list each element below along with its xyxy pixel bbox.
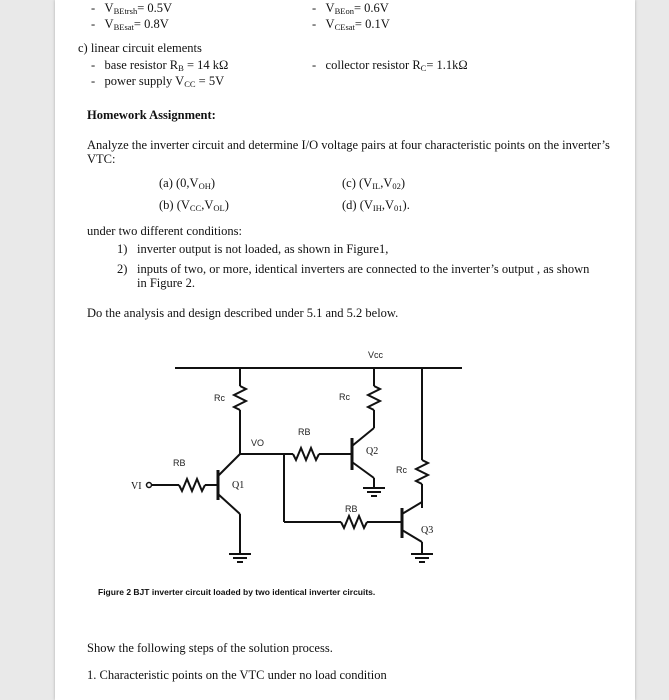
conditions-intro: under two different conditions: — [87, 224, 242, 238]
resistor-rc1 — [234, 386, 246, 410]
rb1-label: RB — [173, 458, 186, 468]
condition-1-text: inverter output is not loaded, as shown in Figure1, — [137, 242, 389, 256]
document-page — [55, 0, 635, 700]
resistor-rb3 — [341, 516, 367, 528]
rc1-label: Rc — [214, 393, 225, 403]
homework-title: Homework Assignment: — [87, 108, 216, 122]
resistor-rb2 — [293, 448, 319, 460]
resistor-rb1 — [179, 479, 205, 491]
vtc-point-c: (c) $(V_{IL},V_{02})$ — [342, 176, 406, 191]
vo-label: VO — [251, 438, 265, 448]
q2-collector — [352, 428, 374, 446]
q1-collector — [218, 454, 240, 476]
vtc-point-d: (d) $(V_{IH},V_{01})$. — [342, 198, 410, 213]
vtc-point-b: (b) $(V_{CC},V_{OL})$ — [159, 198, 229, 213]
rc2-label: Rc — [339, 392, 350, 402]
param-vbeon: - $V_{BEon}= 0.6V$ — [312, 1, 389, 16]
step-1: 1. Characteristic points on the VTC under no load condition — [87, 668, 387, 682]
linear-heading: c) linear circuit elements — [78, 41, 202, 55]
resistor-rc2 — [368, 386, 380, 410]
param-base-resistor: - base resistor $R_B = 14$ kΩ — [91, 58, 229, 73]
vtc-point-a: (a) $(0,V_{OH})$ — [159, 176, 216, 191]
condition-2-text-line1: inputs of two, or more, identical inverters are connected to the inverter’s output , as shown — [137, 262, 590, 276]
param-power-supply: - power supply $V_{CC} = 5V$ — [91, 74, 225, 89]
q3-emitter — [402, 530, 422, 542]
q1-emitter — [218, 494, 240, 514]
figure-caption: Figure 2 BJT inverter circuit loaded by two identical inverter circuits. — [98, 587, 376, 597]
condition-2-num: 2) — [117, 262, 128, 276]
param-vcesat: - $V_{CEsat}= 0.1V$ — [312, 17, 390, 32]
rb2-label: RB — [298, 427, 311, 437]
condition-1-num: 1) — [117, 242, 128, 256]
rc3-label: Rc — [396, 465, 407, 475]
vcc-label: Vcc — [368, 350, 384, 360]
q2-emitter — [352, 462, 374, 478]
param-collector-resistor: - collector resistor $R_C= 1.1k\Omega$ — [312, 58, 468, 73]
condition-2-text-line2: in Figure 2. — [137, 276, 195, 290]
param-vbesat: - $V_{BEsat}= 0.8V$ — [91, 17, 169, 32]
homework-intro-line1: Analyze the inverter circuit and determine I/O voltage pairs at four characteristic points on the inverter’s — [87, 138, 610, 152]
param-vbetrsh: - $V_{BEtrsh}= 0.5V$ — [91, 1, 173, 16]
bjt-inverter-circuit-figure — [55, 342, 635, 582]
homework-intro-line2: VTC: — [87, 152, 116, 166]
vi-label: VI — [131, 481, 142, 492]
q1-label: Q1 — [232, 480, 245, 491]
q2-label: Q2 — [366, 446, 379, 457]
vi-input-terminal — [147, 483, 152, 488]
resistor-rc3 — [416, 460, 428, 484]
q3-label: Q3 — [421, 525, 434, 536]
steps-instruction: Show the following steps of the solution process. — [87, 641, 333, 655]
analysis-instruction: Do the analysis and design described under 5.1 and 5.2 below. — [87, 306, 399, 320]
rb3-label: RB — [345, 504, 358, 514]
q3-collector — [402, 502, 422, 514]
